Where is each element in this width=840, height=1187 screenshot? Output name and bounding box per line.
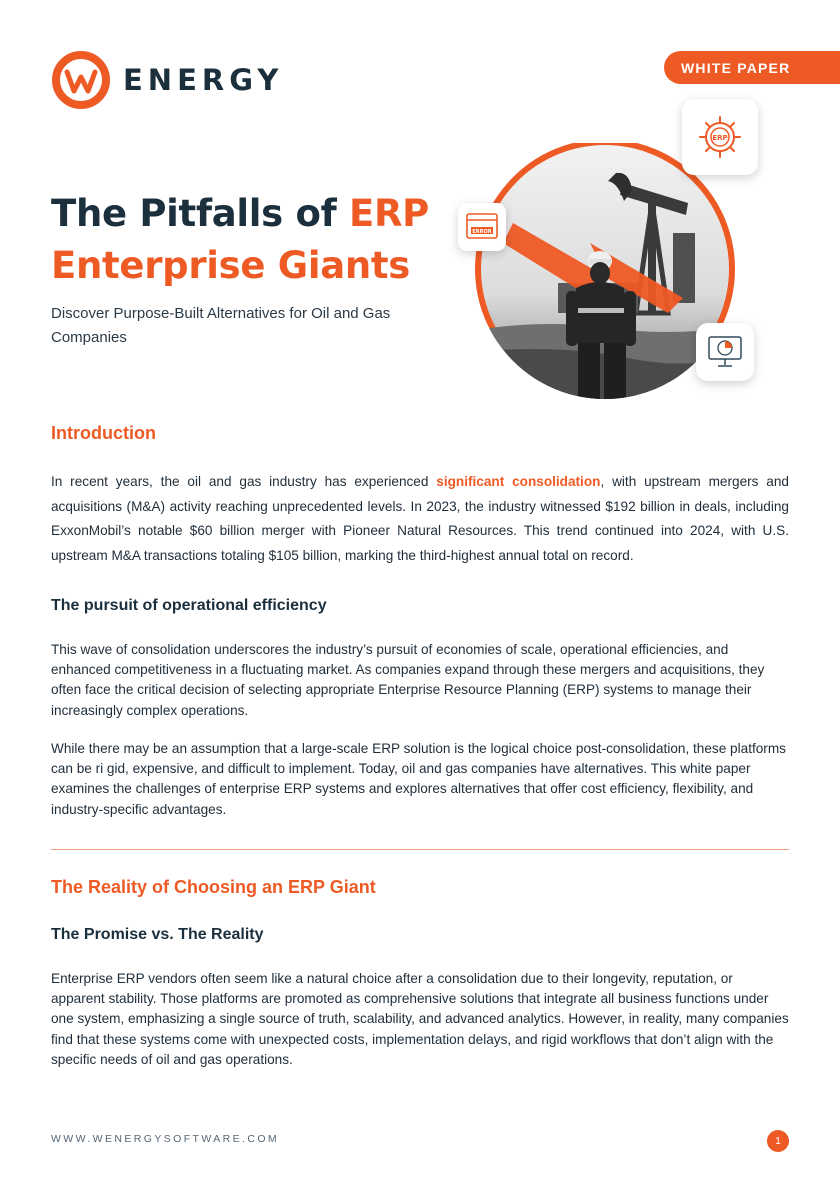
promise-reality-heading: The Promise vs. The Reality xyxy=(51,926,264,943)
company-logo xyxy=(51,50,283,110)
introduction-heading: Introduction xyxy=(51,423,156,443)
pursuit-paragraph-2: While there may be an assumption that a large-scale ERP solution is the logical choice post-consolidation, these platforms can be ri gid, expensive, and difficult to implement. Today, oil and gas companies have alternatives. This white paper examines the challenges of enterprise ERP systems and explores alternatives that offer cost efficiency, flexibility, and industry-specific advantages. xyxy=(51,741,786,817)
page-subtitle: Discover Purpose-Built Alternatives for Oil and Gas Companies xyxy=(51,305,391,346)
erp-icon-label: ERP xyxy=(712,134,728,142)
error-browser-icon xyxy=(465,212,499,242)
reality-heading: The Reality of Choosing an ERP Giant xyxy=(51,877,376,897)
title-line2: Enterprise Giants xyxy=(51,244,411,287)
hero-illustration xyxy=(458,134,758,415)
introduction-text-start: In recent years, the oil and gas industry has experienced xyxy=(51,474,437,489)
pursuit-paragraph-1: This wave of consolidation underscores the industry’s pursuit of economies of scale, operational efficiencies, and enhanced competitiveness in a fluctuating market. As companies expand through these mergers and acquisitions, they often face the critical decision of selecting appropriate Enterprise Resource Planning (ERP) systems to manage their increasingly complex operations. xyxy=(51,642,765,718)
erp-card xyxy=(682,99,758,175)
logo-wordmark: ENERGY xyxy=(123,63,284,97)
erp-gear-icon xyxy=(695,112,745,162)
section-divider xyxy=(51,849,789,850)
reality-paragraph: Enterprise ERP vendors often seem like a natural choice after a consolidation due to their longevity, reputation, or apparent stability. Those platforms are promoted as comprehensive solutions that integrate all business functions under one system, emphasizing a single source of truth, scalability, and advanced analytics. However, in reality, many companies find that these systems come with unexpected costs, implementation delays, and rigid workflows that don’t align with the specific needs of oil and gas operations. xyxy=(51,971,789,1067)
monitor-chart-icon xyxy=(706,334,744,370)
error-card xyxy=(458,203,506,251)
introduction-text-end: , with upstream mergers and acquisitions (M&A) activity reaching unprecedented levels. In 2023, the industry witnessed $192 billion in deals, including ExxonMobil’s notable $60 billion merger with Pioneer Natural Resources. This trend continued into 2024, with U.S. upstream M&A transactions totaling $105 billion, marking the third-highest annual total on record. xyxy=(51,474,789,563)
white-paper-badge: WHITE PAPER xyxy=(664,51,840,84)
pursuit-heading: The pursuit of operational efficiency xyxy=(51,597,327,614)
page-number: 1 xyxy=(767,1130,789,1152)
page-title xyxy=(51,188,429,292)
monitor-card xyxy=(696,323,754,381)
w-energy-logo-icon xyxy=(51,50,111,110)
title-line1: The Pitfalls of xyxy=(51,192,349,235)
error-icon-label: ERROR xyxy=(472,229,492,235)
introduction-paragraph xyxy=(51,470,789,568)
consolidation-highlight: significant consolidation xyxy=(436,474,601,489)
footer-website-link[interactable]: WWW.WENERGYSOFTWARE.COM xyxy=(51,1133,280,1145)
title-accent-erp: ERP xyxy=(348,192,429,235)
